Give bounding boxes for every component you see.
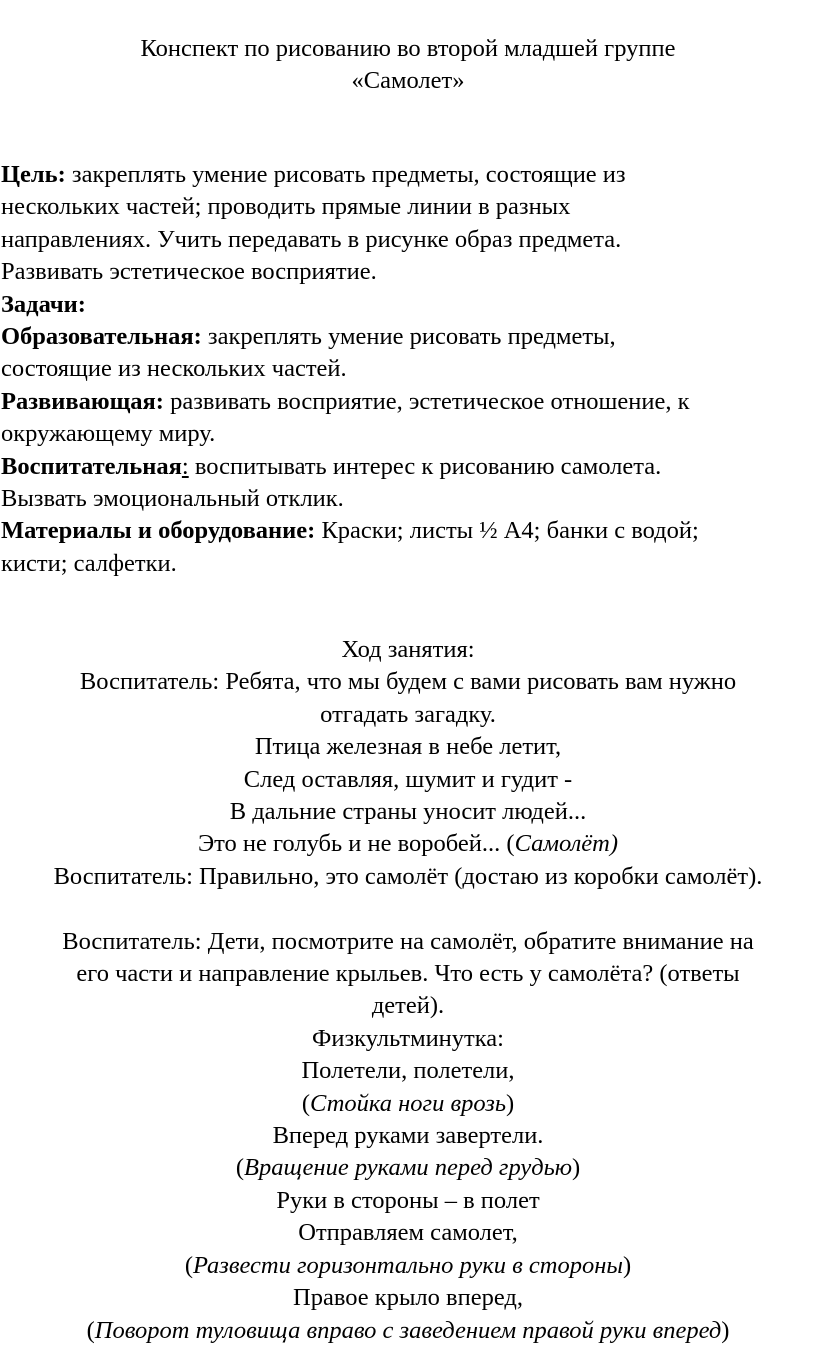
title-line-1: Конспект по рисованию во второй младшей группе bbox=[140, 35, 676, 62]
fiz-note-2: Вращение руками перед грудью bbox=[243, 1154, 573, 1182]
paren-close: ) bbox=[572, 1154, 581, 1182]
lesson-heading: Ход занятия: bbox=[341, 636, 475, 663]
paren-open: ( bbox=[184, 1251, 193, 1279]
document-title bbox=[0, 33, 816, 98]
fiz-line-9 bbox=[0, 1315, 816, 1347]
fiz-heading: Физкультминутка: bbox=[312, 1024, 504, 1052]
mat-label: Материалы и оборудование: bbox=[1, 517, 316, 545]
mat-line-1 bbox=[1, 515, 813, 547]
goal-line-3: направлениях. Учить передавать в рисунке образ предмета. bbox=[1, 225, 622, 253]
tasks-heading bbox=[1, 289, 813, 321]
fiz-line-4 bbox=[0, 1152, 816, 1184]
upb-text: воспитывать интерес к рисованию самолета. bbox=[188, 452, 662, 480]
fiz-line-8: Правое крыло вперед, bbox=[293, 1284, 523, 1312]
mat-line-2: кисти; салфетки. bbox=[1, 549, 177, 577]
upb-label: Воспитательная bbox=[1, 452, 182, 480]
paren-open: ( bbox=[235, 1154, 244, 1182]
goal-label: Цель: bbox=[1, 161, 66, 188]
p3-line-1: Воспитатель: Дети, посмотрите на самолёт, обратите внимание на bbox=[62, 927, 754, 955]
fiz-note-4: Поворот туловища вправо с заведением правой руки вперед bbox=[94, 1316, 722, 1344]
fiz-line-1: Полетели, полетели, bbox=[301, 1057, 515, 1085]
dev-label: Развивающая: bbox=[1, 387, 164, 415]
goals-section bbox=[1, 159, 813, 580]
p2-line: Воспитатель: Правильно, это самолёт (достаю из коробки самолёт). bbox=[53, 862, 763, 890]
paren-open: ( bbox=[86, 1316, 95, 1344]
riddle-line-3: В дальние страны уносит людей... bbox=[229, 798, 587, 826]
fiz-note-3: Развести горизонтально руки в стороны bbox=[193, 1251, 623, 1279]
goal-line-1 bbox=[1, 159, 813, 191]
fiz-line-6: Отправляем самолет, bbox=[298, 1219, 518, 1247]
fiz-line-7 bbox=[0, 1250, 816, 1282]
fiz-line-2 bbox=[0, 1088, 816, 1120]
riddle-line-4 bbox=[0, 828, 816, 860]
dev-text: развивать восприятие, эстетическое отношение, к bbox=[163, 387, 690, 415]
tasks-label: Задачи: bbox=[1, 290, 86, 318]
p1-line-2: отгадать загадку. bbox=[320, 700, 496, 728]
dev-line-1 bbox=[1, 386, 813, 418]
fiz-line-3: Вперед руками завертели. bbox=[272, 1122, 544, 1150]
edu-text: закреплять умение рисовать предметы, bbox=[201, 323, 616, 351]
paren-close: ) bbox=[505, 1089, 515, 1117]
lesson-section bbox=[0, 634, 816, 1347]
upb-line-1 bbox=[1, 451, 813, 483]
p3-line-3: детей). bbox=[371, 992, 445, 1020]
upb-colon: : bbox=[181, 452, 189, 480]
title-line-2: «Самолет» bbox=[351, 67, 465, 95]
edu-line-2: состоящие из нескольких частей. bbox=[1, 355, 347, 383]
goal-text: закреплять умение рисовать предметы, состоящие из bbox=[65, 161, 626, 188]
riddle-line-1: Птица железная в небе летит, bbox=[254, 733, 562, 761]
upb-line-2: Вызвать эмоциональный отклик. bbox=[1, 485, 344, 513]
p3-line-2: его части и направление крыльев. Что есть у самолёта? (ответы bbox=[76, 960, 740, 988]
paren-close: ) bbox=[622, 1251, 632, 1279]
goal-line-2: нескольких частей; проводить прямые линии в разных bbox=[1, 193, 571, 221]
riddle-text: Это не голубь и не воробей... ( bbox=[197, 830, 515, 858]
p1-line-1: Воспитатель: Ребята, что мы будем с вами рисовать вам нужно bbox=[79, 668, 737, 696]
goal-line-4: Развивать эстетическое восприятие. bbox=[1, 258, 377, 286]
paren-open: ( bbox=[301, 1089, 311, 1117]
paragraph-gap bbox=[0, 893, 816, 925]
riddle-line-2: След оставляя, шумит и гудит - bbox=[243, 765, 573, 793]
paren-close: ) bbox=[721, 1316, 730, 1344]
dev-line-2: окружающему миру. bbox=[1, 420, 216, 448]
mat-text: Краски; листы ½ А4; банки с водой; bbox=[315, 517, 699, 545]
fiz-note-1: Стойка ноги врозь bbox=[310, 1089, 506, 1117]
riddle-answer: Самолёт) bbox=[514, 830, 619, 858]
edu-label: Образовательная: bbox=[1, 323, 202, 351]
fiz-line-5: Руки в стороны – в полет bbox=[276, 1186, 540, 1214]
edu-line-1 bbox=[1, 321, 813, 353]
